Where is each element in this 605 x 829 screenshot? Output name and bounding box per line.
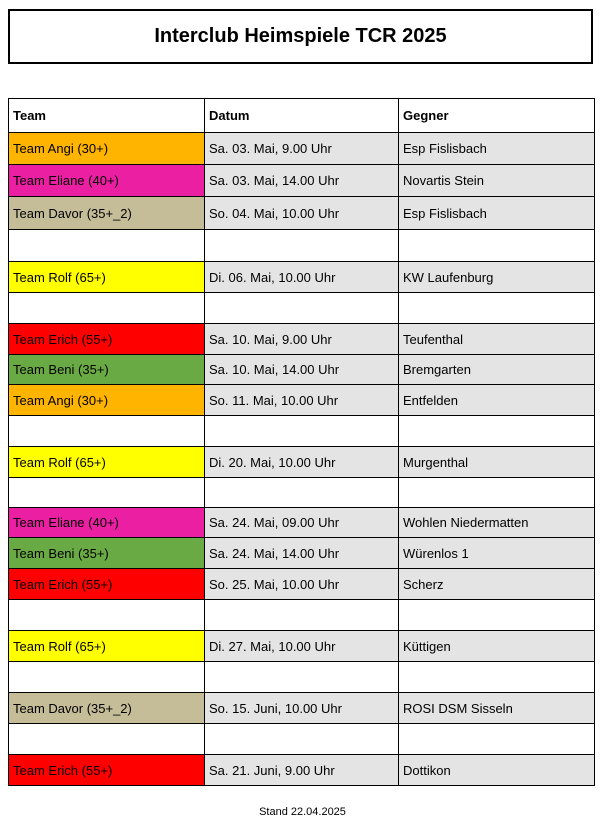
spacer-row [9, 230, 595, 262]
opponent-cell: ROSI DSM Sisseln [399, 693, 595, 724]
table-row [9, 538, 595, 569]
opponent-cell: Würenlos 1 [399, 538, 595, 569]
date-cell: Sa. 10. Mai, 14.00 Uhr [205, 355, 399, 385]
empty-cell [205, 416, 399, 447]
empty-cell [9, 478, 205, 508]
table-row [9, 165, 595, 197]
table-row [9, 324, 595, 355]
title-box [8, 9, 593, 64]
empty-cell [9, 293, 205, 324]
team-cell: Team Angi (30+) [9, 133, 205, 165]
team-cell: Team Eliane (40+) [9, 508, 205, 538]
column-header-team: Team [9, 99, 205, 133]
empty-cell [9, 230, 205, 262]
opponent-cell: Entfelden [399, 385, 595, 416]
empty-cell [9, 416, 205, 447]
spacer-row [9, 724, 595, 755]
empty-cell [9, 662, 205, 693]
team-cell: Team Davor (35+_2) [9, 197, 205, 230]
date-cell: Sa. 03. Mai, 14.00 Uhr [205, 165, 399, 197]
schedule-table [8, 98, 595, 786]
empty-cell [205, 478, 399, 508]
team-cell: Team Davor (35+_2) [9, 693, 205, 724]
date-cell: Sa. 03. Mai, 9.00 Uhr [205, 133, 399, 165]
opponent-cell: Dottikon [399, 755, 595, 786]
team-cell: Team Beni (35+) [9, 355, 205, 385]
empty-cell [399, 416, 595, 447]
date-cell: So. 25. Mai, 10.00 Uhr [205, 569, 399, 600]
column-header-opponent: Gegner [399, 99, 595, 133]
empty-cell [205, 600, 399, 631]
table-row [9, 385, 595, 416]
team-cell: Team Erich (55+) [9, 324, 205, 355]
team-cell: Team Rolf (65+) [9, 262, 205, 293]
opponent-cell: KW Laufenburg [399, 262, 595, 293]
table-row [9, 569, 595, 600]
spacer-row [9, 416, 595, 447]
spacer-row [9, 600, 595, 631]
empty-cell [399, 600, 595, 631]
date-cell: Di. 06. Mai, 10.00 Uhr [205, 262, 399, 293]
date-cell: Di. 20. Mai, 10.00 Uhr [205, 447, 399, 478]
opponent-cell: Scherz [399, 569, 595, 600]
empty-cell [399, 293, 595, 324]
schedule-body [9, 133, 595, 786]
empty-cell [205, 230, 399, 262]
opponent-cell: Wohlen Niedermatten [399, 508, 595, 538]
empty-cell [9, 724, 205, 755]
empty-cell [205, 293, 399, 324]
opponent-cell: Esp Fislisbach [399, 133, 595, 165]
column-header-date: Datum [205, 99, 399, 133]
team-cell: Team Eliane (40+) [9, 165, 205, 197]
date-cell: So. 15. Juni, 10.00 Uhr [205, 693, 399, 724]
opponent-cell: Küttigen [399, 631, 595, 662]
date-cell: Sa. 21. Juni, 9.00 Uhr [205, 755, 399, 786]
table-row [9, 693, 595, 724]
empty-cell [399, 724, 595, 755]
opponent-cell: Teufenthal [399, 324, 595, 355]
date-cell: Sa. 24. Mai, 14.00 Uhr [205, 538, 399, 569]
empty-cell [399, 230, 595, 262]
header-row [9, 99, 595, 133]
empty-cell [399, 478, 595, 508]
team-cell: Team Erich (55+) [9, 569, 205, 600]
table-row [9, 262, 595, 293]
empty-cell [9, 600, 205, 631]
spacer-row [9, 478, 595, 508]
table-row [9, 755, 595, 786]
footer-stand: Stand 22.04.2025 [259, 806, 346, 818]
team-cell: Team Beni (35+) [9, 538, 205, 569]
page-title: Interclub Heimspiele TCR 2025 [154, 25, 447, 47]
table-row [9, 197, 595, 230]
team-cell: Team Rolf (65+) [9, 631, 205, 662]
table-row [9, 508, 595, 538]
empty-cell [205, 662, 399, 693]
date-cell: Di. 27. Mai, 10.00 Uhr [205, 631, 399, 662]
empty-cell [399, 662, 595, 693]
table-row [9, 355, 595, 385]
spacer-row [9, 293, 595, 324]
opponent-cell: Murgenthal [399, 447, 595, 478]
spacer-row [9, 662, 595, 693]
team-cell: Team Angi (30+) [9, 385, 205, 416]
empty-cell [205, 724, 399, 755]
date-cell: Sa. 24. Mai, 09.00 Uhr [205, 508, 399, 538]
opponent-cell: Novartis Stein [399, 165, 595, 197]
date-cell: Sa. 10. Mai, 9.00 Uhr [205, 324, 399, 355]
table-row [9, 631, 595, 662]
date-cell: So. 04. Mai, 10.00 Uhr [205, 197, 399, 230]
opponent-cell: Esp Fislisbach [399, 197, 595, 230]
team-cell: Team Rolf (65+) [9, 447, 205, 478]
table-row [9, 133, 595, 165]
date-cell: So. 11. Mai, 10.00 Uhr [205, 385, 399, 416]
team-cell: Team Erich (55+) [9, 755, 205, 786]
table-row [9, 447, 595, 478]
opponent-cell: Bremgarten [399, 355, 595, 385]
